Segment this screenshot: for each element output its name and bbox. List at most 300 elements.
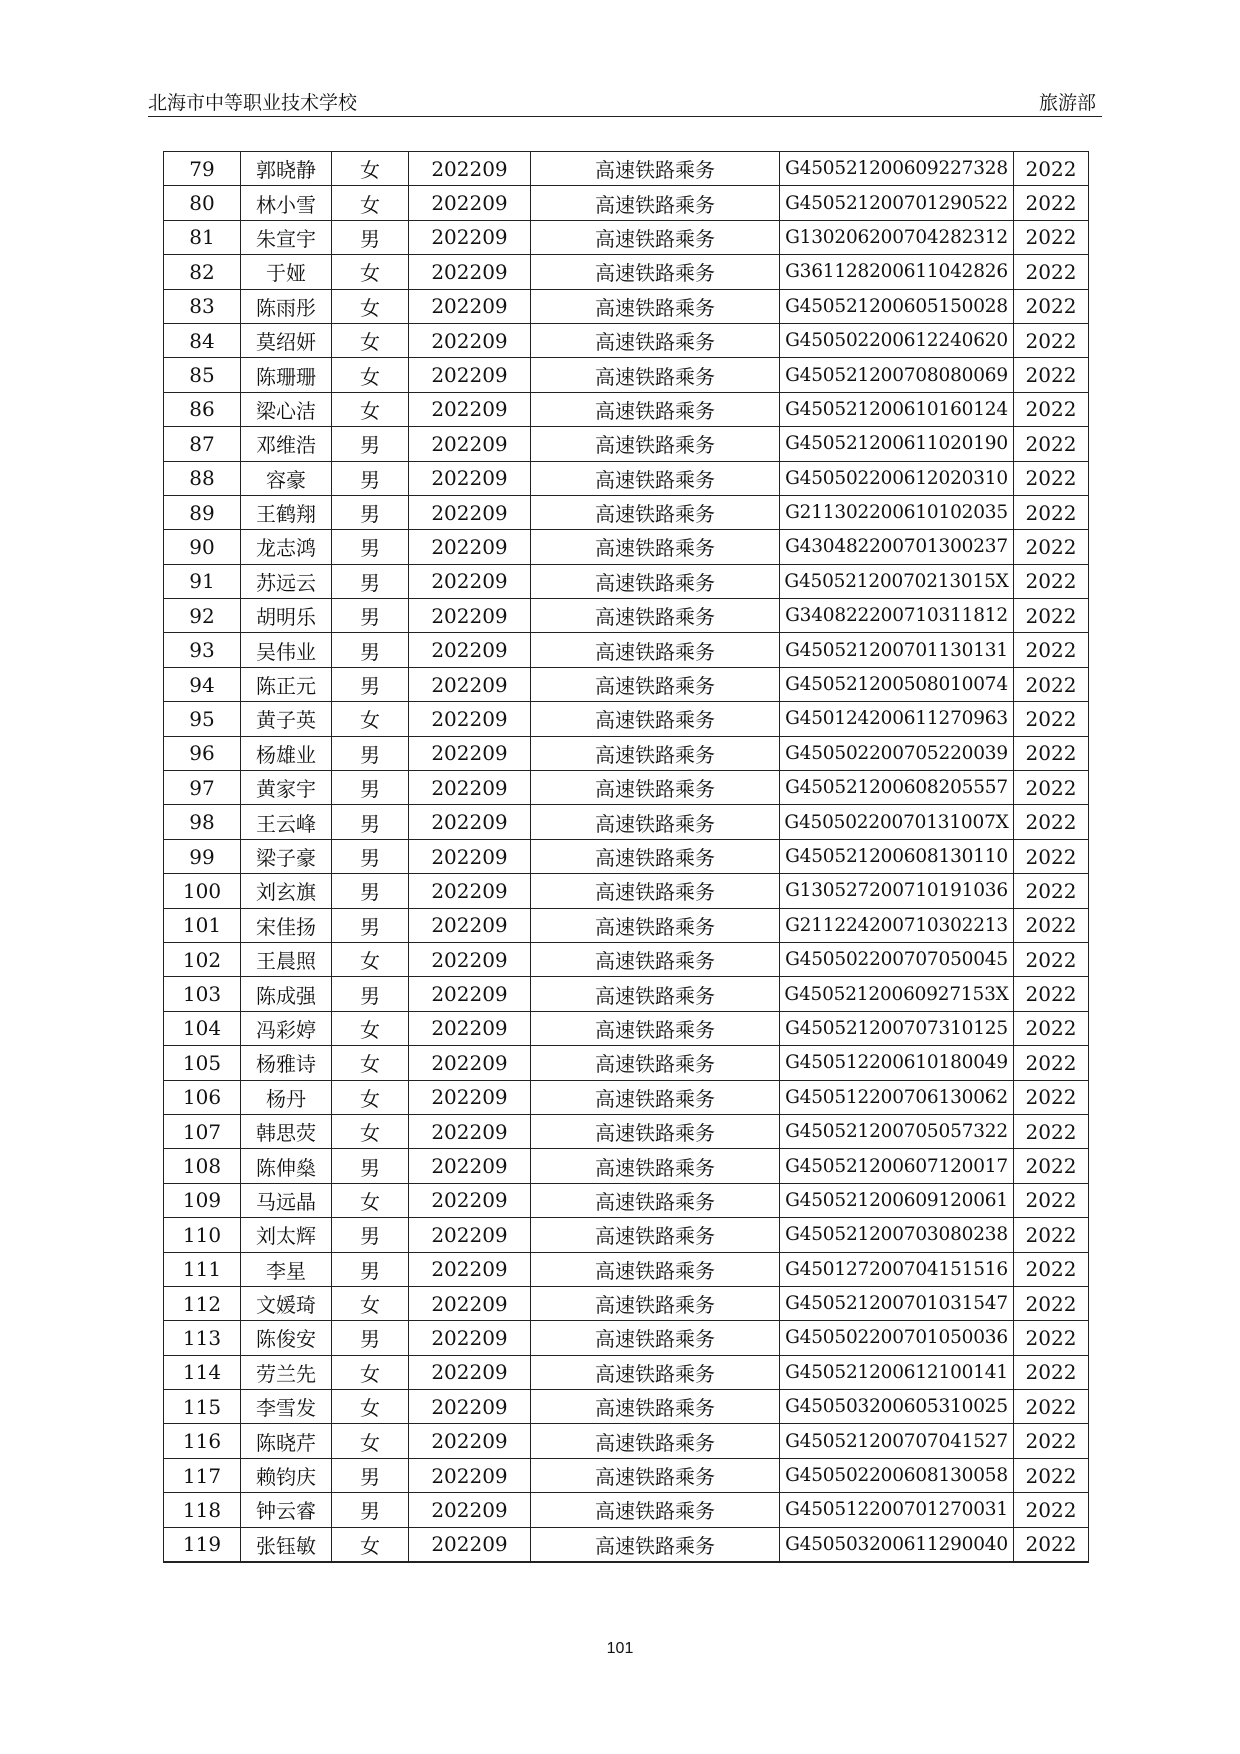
id-number-cell: G450521200701290522 bbox=[780, 186, 1014, 220]
student-name-cell: 宋佳扬 bbox=[241, 908, 332, 942]
row-number-cell: 83 bbox=[164, 289, 241, 323]
year-cell: 2022 bbox=[1014, 530, 1089, 564]
row-number-cell: 82 bbox=[164, 255, 241, 289]
year-cell: 2022 bbox=[1014, 323, 1089, 357]
major-cell: 高速铁路乘务 bbox=[531, 220, 780, 254]
student-name-cell: 李星 bbox=[241, 1252, 332, 1286]
table-row bbox=[164, 736, 1089, 770]
row-number-cell: 91 bbox=[164, 564, 241, 598]
gender-cell: 男 bbox=[332, 427, 409, 461]
id-number-cell: G450521200611020190 bbox=[780, 427, 1014, 461]
class-code-cell: 202209 bbox=[409, 1252, 531, 1286]
table-row bbox=[164, 1493, 1089, 1527]
student-name-cell: 陈晓芹 bbox=[241, 1424, 332, 1458]
class-code-cell: 202209 bbox=[409, 495, 531, 529]
table-row bbox=[164, 495, 1089, 529]
major-cell: 高速铁路乘务 bbox=[531, 977, 780, 1011]
class-code-cell: 202209 bbox=[409, 1493, 531, 1527]
row-number-cell: 102 bbox=[164, 942, 241, 976]
table-row bbox=[164, 220, 1089, 254]
major-cell: 高速铁路乘务 bbox=[531, 1252, 780, 1286]
major-cell: 高速铁路乘务 bbox=[531, 1390, 780, 1424]
roster-body bbox=[164, 152, 1089, 1563]
major-cell: 高速铁路乘务 bbox=[531, 839, 780, 873]
id-number-cell: G450521200607120017 bbox=[780, 1149, 1014, 1183]
row-number-cell: 117 bbox=[164, 1458, 241, 1492]
year-cell: 2022 bbox=[1014, 1183, 1089, 1217]
year-cell: 2022 bbox=[1014, 289, 1089, 323]
major-cell: 高速铁路乘务 bbox=[531, 1218, 780, 1252]
student-name-cell: 陈成强 bbox=[241, 977, 332, 1011]
table-row bbox=[164, 1080, 1089, 1114]
table-row bbox=[164, 255, 1089, 289]
gender-cell: 女 bbox=[332, 186, 409, 220]
row-number-cell: 97 bbox=[164, 771, 241, 805]
class-code-cell: 202209 bbox=[409, 1149, 531, 1183]
student-name-cell: 马远晶 bbox=[241, 1183, 332, 1217]
id-number-cell: G450521200707310125 bbox=[780, 1011, 1014, 1045]
id-number-cell: G211302200610102035 bbox=[780, 495, 1014, 529]
major-cell: 高速铁路乘务 bbox=[531, 1527, 780, 1562]
year-cell: 2022 bbox=[1014, 1458, 1089, 1492]
student-name-cell: 胡明乐 bbox=[241, 599, 332, 633]
gender-cell: 男 bbox=[332, 1252, 409, 1286]
year-cell: 2022 bbox=[1014, 771, 1089, 805]
major-cell: 高速铁路乘务 bbox=[531, 495, 780, 529]
id-number-cell: G450502200707050045 bbox=[780, 942, 1014, 976]
row-number-cell: 107 bbox=[164, 1114, 241, 1148]
gender-cell: 男 bbox=[332, 220, 409, 254]
row-number-cell: 109 bbox=[164, 1183, 241, 1217]
table-row bbox=[164, 702, 1089, 736]
row-number-cell: 86 bbox=[164, 392, 241, 426]
major-cell: 高速铁路乘务 bbox=[531, 1493, 780, 1527]
student-name-cell: 陈正元 bbox=[241, 667, 332, 701]
class-code-cell: 202209 bbox=[409, 977, 531, 1011]
year-cell: 2022 bbox=[1014, 1424, 1089, 1458]
table-row bbox=[164, 1011, 1089, 1045]
id-number-cell: G450503200611290040 bbox=[780, 1527, 1014, 1562]
student-name-cell: 林小雪 bbox=[241, 186, 332, 220]
id-number-cell: G450521200703080238 bbox=[780, 1218, 1014, 1252]
id-number-cell: G450512200701270031 bbox=[780, 1493, 1014, 1527]
gender-cell: 女 bbox=[332, 255, 409, 289]
year-cell: 2022 bbox=[1014, 220, 1089, 254]
year-cell: 2022 bbox=[1014, 633, 1089, 667]
student-name-cell: 陈伸燊 bbox=[241, 1149, 332, 1183]
student-name-cell: 邓维浩 bbox=[241, 427, 332, 461]
class-code-cell: 202209 bbox=[409, 220, 531, 254]
class-code-cell: 202209 bbox=[409, 839, 531, 873]
major-cell: 高速铁路乘务 bbox=[531, 392, 780, 426]
class-code-cell: 202209 bbox=[409, 1080, 531, 1114]
student-name-cell: 杨雅诗 bbox=[241, 1046, 332, 1080]
id-number-cell: G130206200704282312 bbox=[780, 220, 1014, 254]
row-number-cell: 90 bbox=[164, 530, 241, 564]
student-name-cell: 陈雨彤 bbox=[241, 289, 332, 323]
id-number-cell: G450521200707041527 bbox=[780, 1424, 1014, 1458]
class-code-cell: 202209 bbox=[409, 1011, 531, 1045]
row-number-cell: 87 bbox=[164, 427, 241, 461]
table-row bbox=[164, 392, 1089, 426]
major-cell: 高速铁路乘务 bbox=[531, 805, 780, 839]
year-cell: 2022 bbox=[1014, 1355, 1089, 1389]
table-row bbox=[164, 874, 1089, 908]
gender-cell: 男 bbox=[332, 633, 409, 667]
gender-cell: 女 bbox=[332, 392, 409, 426]
department-name: 旅游部 bbox=[1038, 92, 1096, 114]
year-cell: 2022 bbox=[1014, 152, 1089, 186]
id-number-cell: G450127200704151516 bbox=[780, 1252, 1014, 1286]
table-row bbox=[164, 633, 1089, 667]
table-row bbox=[164, 1390, 1089, 1424]
year-cell: 2022 bbox=[1014, 392, 1089, 426]
year-cell: 2022 bbox=[1014, 667, 1089, 701]
gender-cell: 女 bbox=[332, 323, 409, 357]
student-name-cell: 龙志鸿 bbox=[241, 530, 332, 564]
student-name-cell: 陈俊安 bbox=[241, 1321, 332, 1355]
gender-cell: 男 bbox=[332, 736, 409, 770]
row-number-cell: 119 bbox=[164, 1527, 241, 1562]
year-cell: 2022 bbox=[1014, 1321, 1089, 1355]
gender-cell: 男 bbox=[332, 977, 409, 1011]
id-number-cell: G450502200701050036 bbox=[780, 1321, 1014, 1355]
student-name-cell: 李雪发 bbox=[241, 1390, 332, 1424]
id-number-cell: G450503200605310025 bbox=[780, 1390, 1014, 1424]
id-number-cell: G45052120070213015X bbox=[780, 564, 1014, 598]
table-row bbox=[164, 667, 1089, 701]
class-code-cell: 202209 bbox=[409, 427, 531, 461]
id-number-cell: G450521200610160124 bbox=[780, 392, 1014, 426]
table-row bbox=[164, 461, 1089, 495]
class-code-cell: 202209 bbox=[409, 667, 531, 701]
row-number-cell: 113 bbox=[164, 1321, 241, 1355]
class-code-cell: 202209 bbox=[409, 1046, 531, 1080]
major-cell: 高速铁路乘务 bbox=[531, 461, 780, 495]
major-cell: 高速铁路乘务 bbox=[531, 1458, 780, 1492]
student-name-cell: 陈珊珊 bbox=[241, 358, 332, 392]
id-number-cell: G450521200508010074 bbox=[780, 667, 1014, 701]
class-code-cell: 202209 bbox=[409, 152, 531, 186]
row-number-cell: 106 bbox=[164, 1080, 241, 1114]
id-number-cell: G450502200612240620 bbox=[780, 323, 1014, 357]
major-cell: 高速铁路乘务 bbox=[531, 530, 780, 564]
student-name-cell: 王鹤翔 bbox=[241, 495, 332, 529]
gender-cell: 男 bbox=[332, 1493, 409, 1527]
class-code-cell: 202209 bbox=[409, 942, 531, 976]
student-name-cell: 刘太辉 bbox=[241, 1218, 332, 1252]
student-name-cell: 钟云睿 bbox=[241, 1493, 332, 1527]
table-row bbox=[164, 839, 1089, 873]
class-code-cell: 202209 bbox=[409, 633, 531, 667]
row-number-cell: 101 bbox=[164, 908, 241, 942]
row-number-cell: 112 bbox=[164, 1286, 241, 1320]
gender-cell: 女 bbox=[332, 1046, 409, 1080]
table-row bbox=[164, 564, 1089, 598]
year-cell: 2022 bbox=[1014, 1252, 1089, 1286]
class-code-cell: 202209 bbox=[409, 461, 531, 495]
gender-cell: 女 bbox=[332, 702, 409, 736]
gender-cell: 女 bbox=[332, 1527, 409, 1562]
year-cell: 2022 bbox=[1014, 908, 1089, 942]
year-cell: 2022 bbox=[1014, 1114, 1089, 1148]
id-number-cell: G361128200611042826 bbox=[780, 255, 1014, 289]
row-number-cell: 100 bbox=[164, 874, 241, 908]
id-number-cell: G450521200708080069 bbox=[780, 358, 1014, 392]
class-code-cell: 202209 bbox=[409, 323, 531, 357]
table-row bbox=[164, 908, 1089, 942]
id-number-cell: G450502200612020310 bbox=[780, 461, 1014, 495]
year-cell: 2022 bbox=[1014, 427, 1089, 461]
id-number-cell: G450512200610180049 bbox=[780, 1046, 1014, 1080]
gender-cell: 女 bbox=[332, 289, 409, 323]
id-number-cell: G450502200705220039 bbox=[780, 736, 1014, 770]
year-cell: 2022 bbox=[1014, 358, 1089, 392]
row-number-cell: 105 bbox=[164, 1046, 241, 1080]
id-number-cell: G450521200609227328 bbox=[780, 152, 1014, 186]
gender-cell: 女 bbox=[332, 152, 409, 186]
year-cell: 2022 bbox=[1014, 839, 1089, 873]
gender-cell: 男 bbox=[332, 1218, 409, 1252]
gender-cell: 男 bbox=[332, 495, 409, 529]
row-number-cell: 114 bbox=[164, 1355, 241, 1389]
gender-cell: 男 bbox=[332, 805, 409, 839]
id-number-cell: G211224200710302213 bbox=[780, 908, 1014, 942]
gender-cell: 女 bbox=[332, 1011, 409, 1045]
id-number-cell: G450502200608130058 bbox=[780, 1458, 1014, 1492]
row-number-cell: 95 bbox=[164, 702, 241, 736]
student-name-cell: 冯彩婷 bbox=[241, 1011, 332, 1045]
major-cell: 高速铁路乘务 bbox=[531, 874, 780, 908]
gender-cell: 男 bbox=[332, 908, 409, 942]
id-number-cell: G45050220070131007X bbox=[780, 805, 1014, 839]
table-row bbox=[164, 1218, 1089, 1252]
student-name-cell: 梁子豪 bbox=[241, 839, 332, 873]
row-number-cell: 85 bbox=[164, 358, 241, 392]
gender-cell: 女 bbox=[332, 1355, 409, 1389]
major-cell: 高速铁路乘务 bbox=[531, 1046, 780, 1080]
gender-cell: 男 bbox=[332, 839, 409, 873]
student-name-cell: 郭晓静 bbox=[241, 152, 332, 186]
year-cell: 2022 bbox=[1014, 255, 1089, 289]
class-code-cell: 202209 bbox=[409, 1390, 531, 1424]
table-row bbox=[164, 1183, 1089, 1217]
year-cell: 2022 bbox=[1014, 461, 1089, 495]
gender-cell: 男 bbox=[332, 874, 409, 908]
class-code-cell: 202209 bbox=[409, 1424, 531, 1458]
gender-cell: 女 bbox=[332, 1424, 409, 1458]
class-code-cell: 202209 bbox=[409, 599, 531, 633]
student-name-cell: 杨丹 bbox=[241, 1080, 332, 1114]
year-cell: 2022 bbox=[1014, 1493, 1089, 1527]
gender-cell: 男 bbox=[332, 771, 409, 805]
major-cell: 高速铁路乘务 bbox=[531, 1149, 780, 1183]
row-number-cell: 116 bbox=[164, 1424, 241, 1458]
major-cell: 高速铁路乘务 bbox=[531, 1183, 780, 1217]
student-name-cell: 赖钧庆 bbox=[241, 1458, 332, 1492]
id-number-cell: G450521200605150028 bbox=[780, 289, 1014, 323]
major-cell: 高速铁路乘务 bbox=[531, 633, 780, 667]
table-row bbox=[164, 1114, 1089, 1148]
class-code-cell: 202209 bbox=[409, 358, 531, 392]
student-name-cell: 刘玄旗 bbox=[241, 874, 332, 908]
gender-cell: 男 bbox=[332, 461, 409, 495]
table-row bbox=[164, 1424, 1089, 1458]
class-code-cell: 202209 bbox=[409, 1183, 531, 1217]
table-row bbox=[164, 805, 1089, 839]
year-cell: 2022 bbox=[1014, 977, 1089, 1011]
row-number-cell: 79 bbox=[164, 152, 241, 186]
student-name-cell: 王云峰 bbox=[241, 805, 332, 839]
class-code-cell: 202209 bbox=[409, 1527, 531, 1562]
major-cell: 高速铁路乘务 bbox=[531, 942, 780, 976]
gender-cell: 男 bbox=[332, 1458, 409, 1492]
student-name-cell: 文媛琦 bbox=[241, 1286, 332, 1320]
id-number-cell: G340822200710311812 bbox=[780, 599, 1014, 633]
table-row bbox=[164, 1527, 1089, 1562]
student-name-cell: 吴伟业 bbox=[241, 633, 332, 667]
row-number-cell: 99 bbox=[164, 839, 241, 873]
class-code-cell: 202209 bbox=[409, 805, 531, 839]
class-code-cell: 202209 bbox=[409, 874, 531, 908]
year-cell: 2022 bbox=[1014, 1527, 1089, 1562]
class-code-cell: 202209 bbox=[409, 1218, 531, 1252]
id-number-cell: G450512200706130062 bbox=[780, 1080, 1014, 1114]
major-cell: 高速铁路乘务 bbox=[531, 1424, 780, 1458]
major-cell: 高速铁路乘务 bbox=[531, 152, 780, 186]
year-cell: 2022 bbox=[1014, 1011, 1089, 1045]
row-number-cell: 80 bbox=[164, 186, 241, 220]
table-row bbox=[164, 323, 1089, 357]
student-roster-table bbox=[163, 151, 1089, 1563]
student-name-cell: 王晨照 bbox=[241, 942, 332, 976]
major-cell: 高速铁路乘务 bbox=[531, 427, 780, 461]
major-cell: 高速铁路乘务 bbox=[531, 1355, 780, 1389]
row-number-cell: 92 bbox=[164, 599, 241, 633]
student-name-cell: 梁心洁 bbox=[241, 392, 332, 426]
gender-cell: 女 bbox=[332, 1114, 409, 1148]
major-cell: 高速铁路乘务 bbox=[531, 186, 780, 220]
id-number-cell: G450521200701031547 bbox=[780, 1286, 1014, 1320]
row-number-cell: 89 bbox=[164, 495, 241, 529]
gender-cell: 男 bbox=[332, 564, 409, 598]
major-cell: 高速铁路乘务 bbox=[531, 1286, 780, 1320]
table-row bbox=[164, 289, 1089, 323]
row-number-cell: 104 bbox=[164, 1011, 241, 1045]
row-number-cell: 110 bbox=[164, 1218, 241, 1252]
student-name-cell: 黄家宇 bbox=[241, 771, 332, 805]
major-cell: 高速铁路乘务 bbox=[531, 908, 780, 942]
row-number-cell: 118 bbox=[164, 1493, 241, 1527]
row-number-cell: 96 bbox=[164, 736, 241, 770]
major-cell: 高速铁路乘务 bbox=[531, 599, 780, 633]
class-code-cell: 202209 bbox=[409, 1114, 531, 1148]
year-cell: 2022 bbox=[1014, 1390, 1089, 1424]
major-cell: 高速铁路乘务 bbox=[531, 289, 780, 323]
major-cell: 高速铁路乘务 bbox=[531, 323, 780, 357]
class-code-cell: 202209 bbox=[409, 1458, 531, 1492]
year-cell: 2022 bbox=[1014, 564, 1089, 598]
gender-cell: 男 bbox=[332, 1149, 409, 1183]
student-name-cell: 朱宣宇 bbox=[241, 220, 332, 254]
table-row bbox=[164, 427, 1089, 461]
year-cell: 2022 bbox=[1014, 599, 1089, 633]
class-code-cell: 202209 bbox=[409, 1286, 531, 1320]
major-cell: 高速铁路乘务 bbox=[531, 1011, 780, 1045]
year-cell: 2022 bbox=[1014, 805, 1089, 839]
gender-cell: 男 bbox=[332, 667, 409, 701]
row-number-cell: 84 bbox=[164, 323, 241, 357]
year-cell: 2022 bbox=[1014, 1046, 1089, 1080]
id-number-cell: G450521200701130131 bbox=[780, 633, 1014, 667]
id-number-cell: G450521200705057322 bbox=[780, 1114, 1014, 1148]
row-number-cell: 115 bbox=[164, 1390, 241, 1424]
id-number-cell: G450521200608205557 bbox=[780, 771, 1014, 805]
table-row bbox=[164, 530, 1089, 564]
class-code-cell: 202209 bbox=[409, 564, 531, 598]
row-number-cell: 98 bbox=[164, 805, 241, 839]
major-cell: 高速铁路乘务 bbox=[531, 564, 780, 598]
gender-cell: 女 bbox=[332, 1390, 409, 1424]
table-row bbox=[164, 152, 1089, 186]
id-number-cell: G430482200701300237 bbox=[780, 530, 1014, 564]
class-code-cell: 202209 bbox=[409, 908, 531, 942]
class-code-cell: 202209 bbox=[409, 1321, 531, 1355]
class-code-cell: 202209 bbox=[409, 736, 531, 770]
table-row bbox=[164, 1286, 1089, 1320]
major-cell: 高速铁路乘务 bbox=[531, 702, 780, 736]
major-cell: 高速铁路乘务 bbox=[531, 771, 780, 805]
class-code-cell: 202209 bbox=[409, 186, 531, 220]
year-cell: 2022 bbox=[1014, 186, 1089, 220]
page-header bbox=[148, 86, 1102, 117]
row-number-cell: 94 bbox=[164, 667, 241, 701]
major-cell: 高速铁路乘务 bbox=[531, 1321, 780, 1355]
major-cell: 高速铁路乘务 bbox=[531, 736, 780, 770]
page-number: 101 bbox=[606, 1640, 634, 1657]
table-row bbox=[164, 771, 1089, 805]
row-number-cell: 88 bbox=[164, 461, 241, 495]
major-cell: 高速铁路乘务 bbox=[531, 1114, 780, 1148]
class-code-cell: 202209 bbox=[409, 392, 531, 426]
table-row bbox=[164, 942, 1089, 976]
gender-cell: 女 bbox=[332, 1286, 409, 1320]
student-name-cell: 劳兰先 bbox=[241, 1355, 332, 1389]
id-number-cell: G130527200710191036 bbox=[780, 874, 1014, 908]
table-row bbox=[164, 1355, 1089, 1389]
student-name-cell: 于娅 bbox=[241, 255, 332, 289]
school-name: 北海市中等职业技术学校 bbox=[148, 92, 358, 114]
gender-cell: 女 bbox=[332, 942, 409, 976]
major-cell: 高速铁路乘务 bbox=[531, 358, 780, 392]
id-number-cell: G450521200608130110 bbox=[780, 839, 1014, 873]
student-name-cell: 杨雄业 bbox=[241, 736, 332, 770]
major-cell: 高速铁路乘务 bbox=[531, 1080, 780, 1114]
class-code-cell: 202209 bbox=[409, 702, 531, 736]
student-name-cell: 容豪 bbox=[241, 461, 332, 495]
table-row bbox=[164, 1046, 1089, 1080]
student-name-cell: 莫绍妍 bbox=[241, 323, 332, 357]
class-code-cell: 202209 bbox=[409, 771, 531, 805]
year-cell: 2022 bbox=[1014, 736, 1089, 770]
table-row bbox=[164, 1149, 1089, 1183]
student-name-cell: 黄子英 bbox=[241, 702, 332, 736]
row-number-cell: 103 bbox=[164, 977, 241, 1011]
id-number-cell: G450521200609120061 bbox=[780, 1183, 1014, 1217]
gender-cell: 男 bbox=[332, 1321, 409, 1355]
table-row bbox=[164, 186, 1089, 220]
gender-cell: 女 bbox=[332, 1080, 409, 1114]
